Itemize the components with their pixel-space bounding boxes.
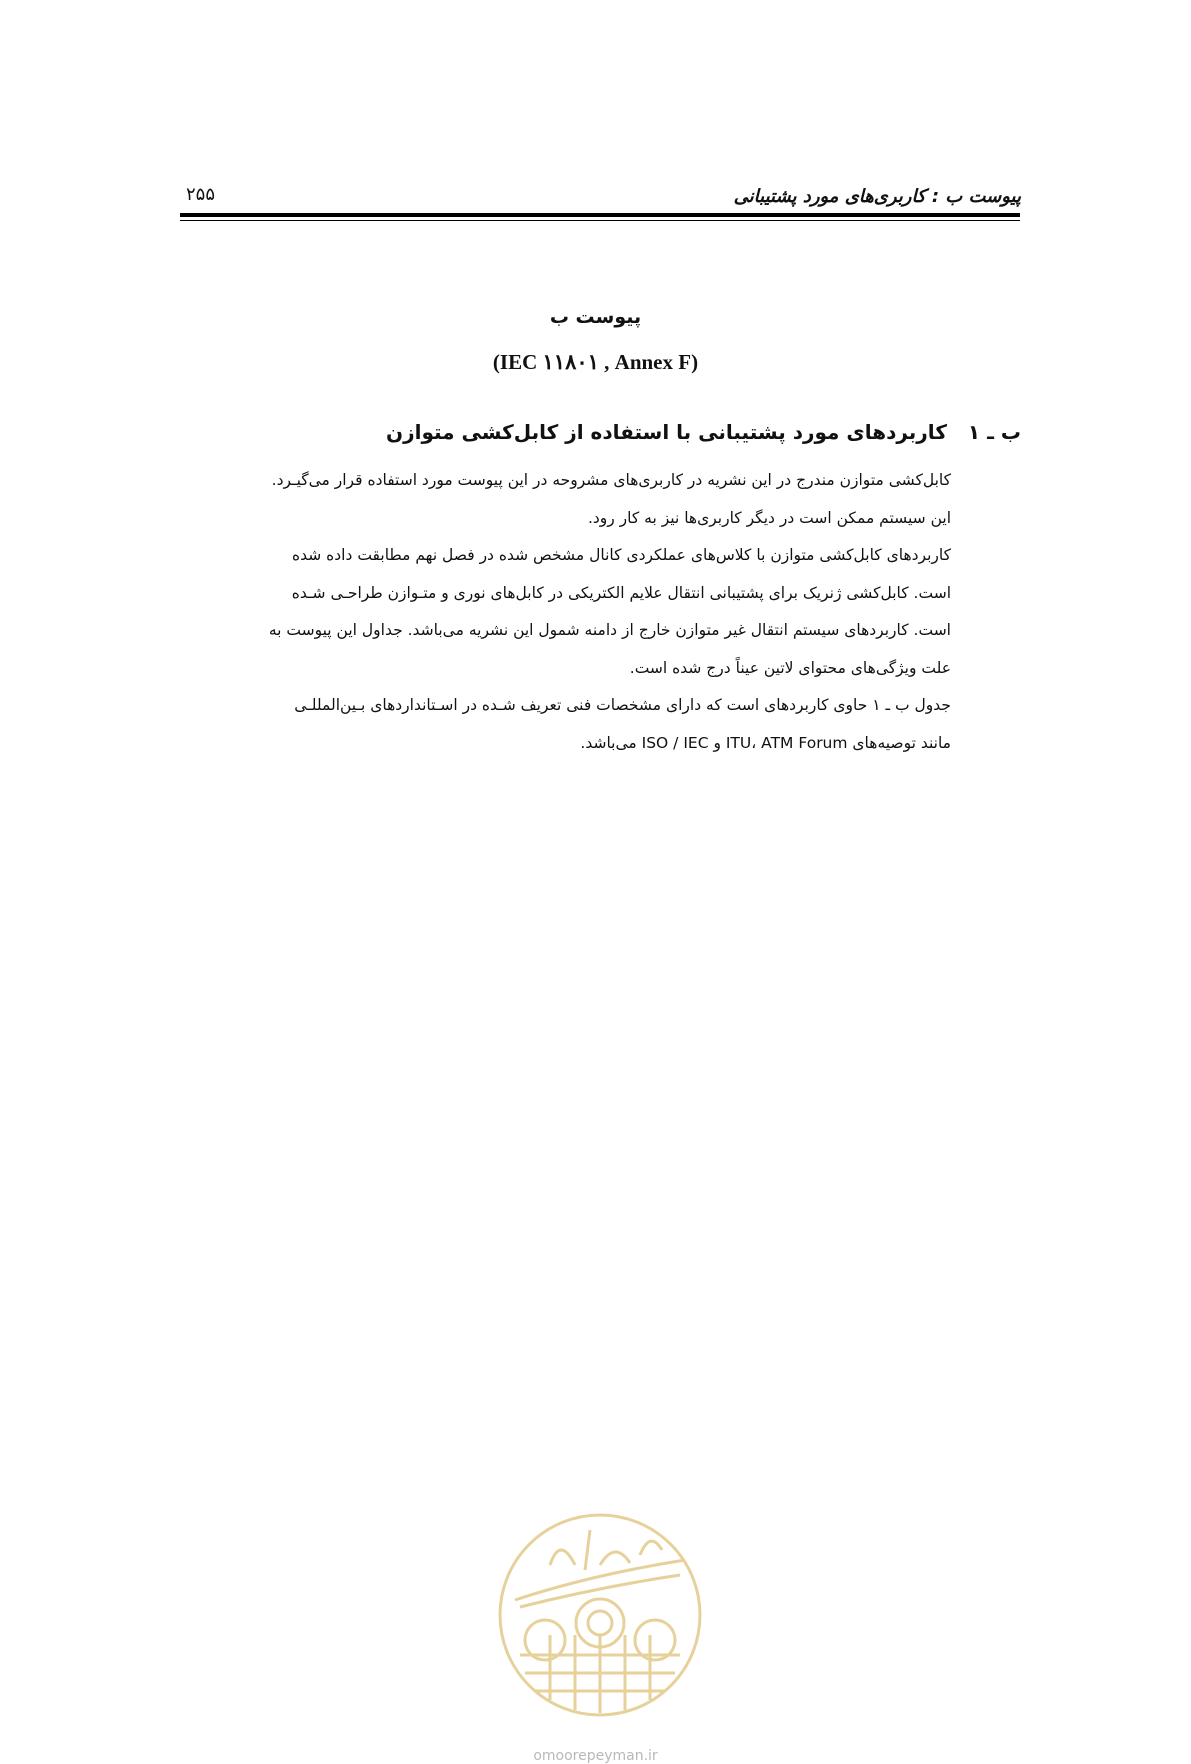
body-line: کاربردهای کابل‌کشی متوازن با کلاس‌های عملکردی کانال مشخص شده در فصل نهم مطابقت داده شده (291, 546, 951, 564)
body-line: علت ویژگی‌های محتوای لاتین عیناً درج شده است. (629, 658, 951, 677)
appendix-subtitle: (IEC ۱۱۸۰۱ , Annex F) (492, 350, 699, 374)
body-line: است. کابل‌کشی ژنریک برای پشتیبانی انتقال علایم الکتریکی در کابل‌های نوری و متـوازن طراحـی شـده (291, 583, 951, 602)
body-line: کابل‌کشی متوازن مندرج در این نشریه در کاربری‌های مشروحه در این پیوست مورد استفاده قرار می‌گیـرد. (271, 471, 951, 489)
page-number: ۲۵۵ (186, 184, 216, 205)
header-rule-thin (180, 220, 1020, 221)
body-line: مانند توصیه‌های ITU، ATM Forum و ISO / IEC می‌باشد. (580, 733, 951, 752)
watermark-logo (490, 1505, 710, 1725)
body-line: است. کاربردهای سیستم انتقال غیر متوازن خارج از دامنه شمول این نشریه می‌باشد. جداول این پیوست به (268, 621, 951, 639)
section-heading (386, 420, 1021, 444)
watermark-url: omoorepeyman.ir (533, 1748, 658, 1764)
body-line: این سیستم ممکن است در دیگر کاربری‌ها نیز به کار رود. (587, 508, 951, 527)
header-rule-thick (180, 213, 1020, 217)
body-line: جدول ب ـ ۱ حاوی کاربردهای است که دارای مشخصات فنی تعریف شـده در اسـتانداردهای بـین‌المللـی (294, 696, 951, 714)
running-header-title: پیوست ب : کاربری‌های مورد پشتیبانی (733, 186, 1021, 207)
appendix-title: پیوست ب (549, 306, 642, 328)
body-text (191, 462, 951, 762)
section-heading-text: کاربردهای مورد پشتیبانی با استفاده از کابل‌کشی متوازن (386, 420, 947, 444)
section-number: ب ـ ۱ (967, 420, 1021, 444)
